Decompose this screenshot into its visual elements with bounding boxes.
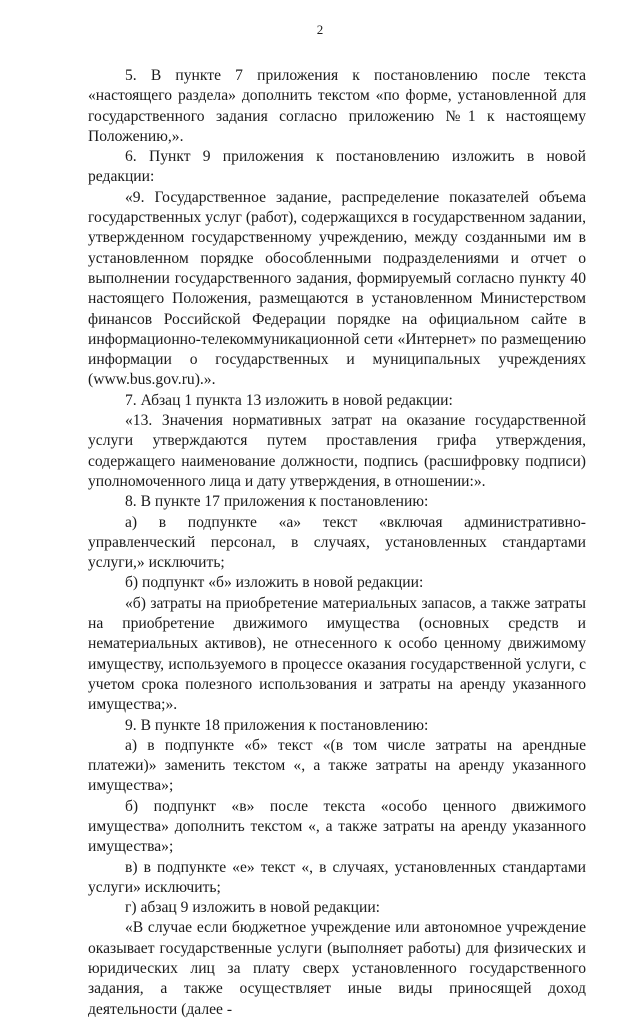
quoted-paragraph-continued: «В случае если бюджетное учреждение или автономное учреждение оказывает государственные услуги (выполняет работы) для физических и юридических лиц за плату сверх установленного государственного задания, а также осуществляет иные виды приносящей доход деятельности (далее -	[88, 919, 586, 1018]
page-number: 2	[316, 22, 324, 37]
quoted-subparagraph-b: «б) затраты на приобретение материальных запасов, а также затраты на приобретение движимого имущества (основных средств и нематериальных активов), не отнесенного к особо ценному движимому имуществу, используемого в процессе оказания государственной услуги, с учетом срока полезного использования и затраты на аренду указанного имущества;».	[88, 594, 586, 714]
paragraph-item-9: 9. В пункте 18 приложения к постановлению:	[125, 716, 429, 734]
subparagraph-9g: г) абзац 9 изложить в новой редакции:	[125, 899, 381, 917]
subparagraph-8b: б) подпункт «б» изложить в новой редакции:	[125, 574, 424, 592]
subparagraph-9v: в) в подпункте «е» текст «, в случаях, установленных стандартами услуги» исключить;	[88, 858, 586, 896]
quoted-paragraph-9: «9. Государственное задание, распределение показателей объема государственных услуг (работ), содержащихся в государственном задании, утвержденном государственному учреждению, между созданными им в установленном порядке обособленными подразделениями и отчет о выполнении государственного задания, формируемый согласно пункту 40 настоящего Положения, размещаются в установленном Министерством финансов Российской Федерации порядке на официальном сайте в информационно-телекоммуникационной сети «Интернет» по размещению информации о государственных и муниципальных учреждениях (www.bus.gov.ru).».	[88, 188, 586, 389]
subparagraph-8a: а) в подпункте «а» текст «включая административно-управленческий персонал, в случаях, установленных стандартами услуги,» исключить;	[88, 513, 586, 572]
paragraph-item-6: 6. Пункт 9 приложения к постановлению изложить в новой редакции:	[88, 148, 586, 186]
subparagraph-9a: а) в подпункте «б» текст «(в том числе затраты на арендные платежи)» заменить текстом «, а также затраты на аренду указанного имущества»;	[88, 736, 586, 795]
paragraph-item-7: 7. Абзац 1 пункта 13 изложить в новой редакции:	[125, 391, 453, 409]
paragraph-item-5: 5. В пункте 7 приложения к постановлению после текста «настоящего раздела» дополнить текстом «по форме, установленной для государственного задания согласно приложению №1 к настоящему Положению,».	[88, 67, 586, 145]
document-body	[88, 66, 586, 1020]
quoted-paragraph-13: «13. Значения нормативных затрат на оказание государственной услуги утверждаются путем проставления грифа утверждения, содержащего наименование должности, подпись (расшифровку подписи) уполномоченного лица и дату утверждения, в отношении:».	[88, 412, 586, 490]
paragraph-item-8: 8. В пункте 17 приложения к постановлению:	[125, 493, 429, 511]
subparagraph-9b: б) подпункт «в» после текста «особо ценного движимого имущества» дополнить текстом «, а также затраты на аренду указанного имущества»;	[88, 797, 586, 856]
